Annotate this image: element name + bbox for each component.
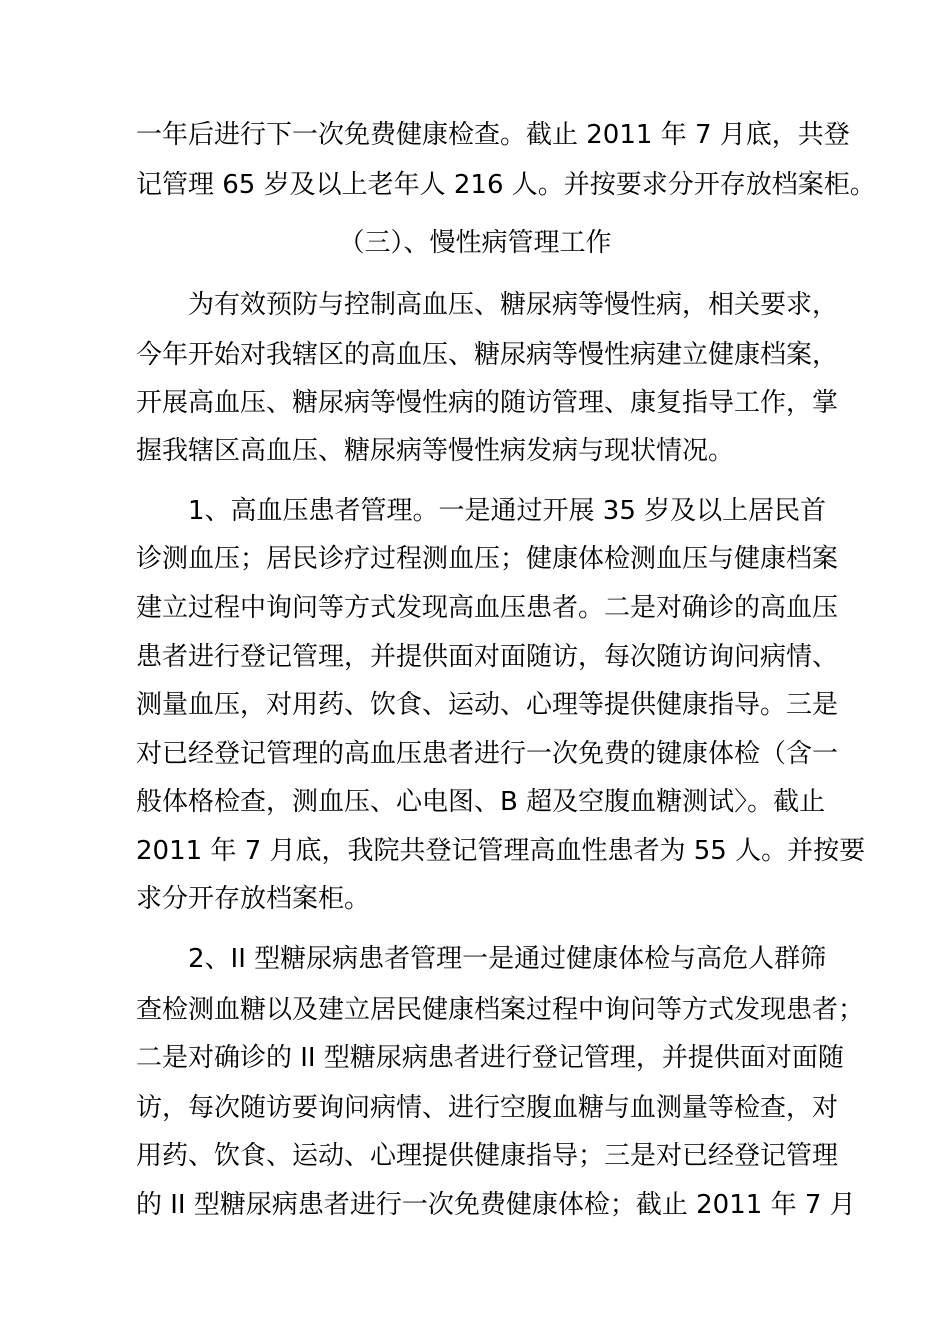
paragraph-line: 记管理 65 岁及以上老年人 216 人。并按要求分开存放档案柜。 [136, 170, 876, 200]
paragraph-line: 握我辖区高血压、糖尿病等慢性病发病与现状情况。 [136, 436, 735, 466]
paragraph-line: 查检测血糖以及建立居民健康档案过程中询问等方式发现患者； [136, 995, 865, 1025]
paragraph-line: 开展高血压、糖尿病等慢性病的随访管理、康复指导工作，掌 [136, 388, 839, 418]
paragraph-line: 访，每次随访要询问病情、进行空腹血糖与血测量等检查，对 [136, 1093, 839, 1123]
paragraph-line: 1、高血压患者管理。一是通过开展 35 岁及以上居民首 [188, 496, 827, 526]
paragraph-line: 建立过程中询问等方式发现高血压患者。二是对确诊的高血压 [136, 593, 839, 623]
paragraph-line: 2011 年 7 月底，我院共登记管理高血性患者为 55 人。并按要 [136, 836, 866, 866]
paragraph-line: 用药、饮食、运动、心理提供健康指导；三是对已经登记管理 [136, 1141, 839, 1171]
paragraph-line: 今年开始对我辖区的高血压、糖尿病等慢性病建立健康档案， [136, 340, 839, 370]
paragraph-line: 般体格检查，测血压、心电图、B 超及空腹血糖测试〉。截止 [136, 787, 826, 817]
paragraph-line: 为有效预防与控制高血压、糖尿病等慢性病，相关要求， [188, 290, 839, 320]
paragraph-line: 对已经登记管理的高血压患者进行一次免费的键康体检（含一 [136, 739, 839, 769]
paragraph-line: 患者进行登记管理，并提供面对面随访，每次随访询问病情、 [136, 642, 839, 672]
section-heading: （三）、慢性病管理工作 [338, 228, 612, 258]
paragraph-line: 诊测血压；居民诊疗过程测血压；健康体检测血压与健康档案 [136, 544, 839, 574]
paragraph-line: 一年后进行下一次免费健康检查。截止 2011 年 7 月底，共登 [136, 120, 850, 150]
paragraph-line: 的 II 型糖尿病患者进行一次免费健康体检；截止 2011 年 7 月 [136, 1190, 856, 1220]
paragraph-line: 测量血压，对用药、饮食、运动、心理等提供健康指导。三是 [136, 690, 839, 720]
paragraph-line: 2、II 型糖尿病患者管理一是通过健康体检与高危人群筛 [188, 944, 827, 974]
paragraph-line: 求分开存放档案柜。 [136, 884, 371, 914]
paragraph-line: 二是对确诊的 II 型糖尿病患者进行登记管理，并提供面对面随 [136, 1043, 844, 1073]
